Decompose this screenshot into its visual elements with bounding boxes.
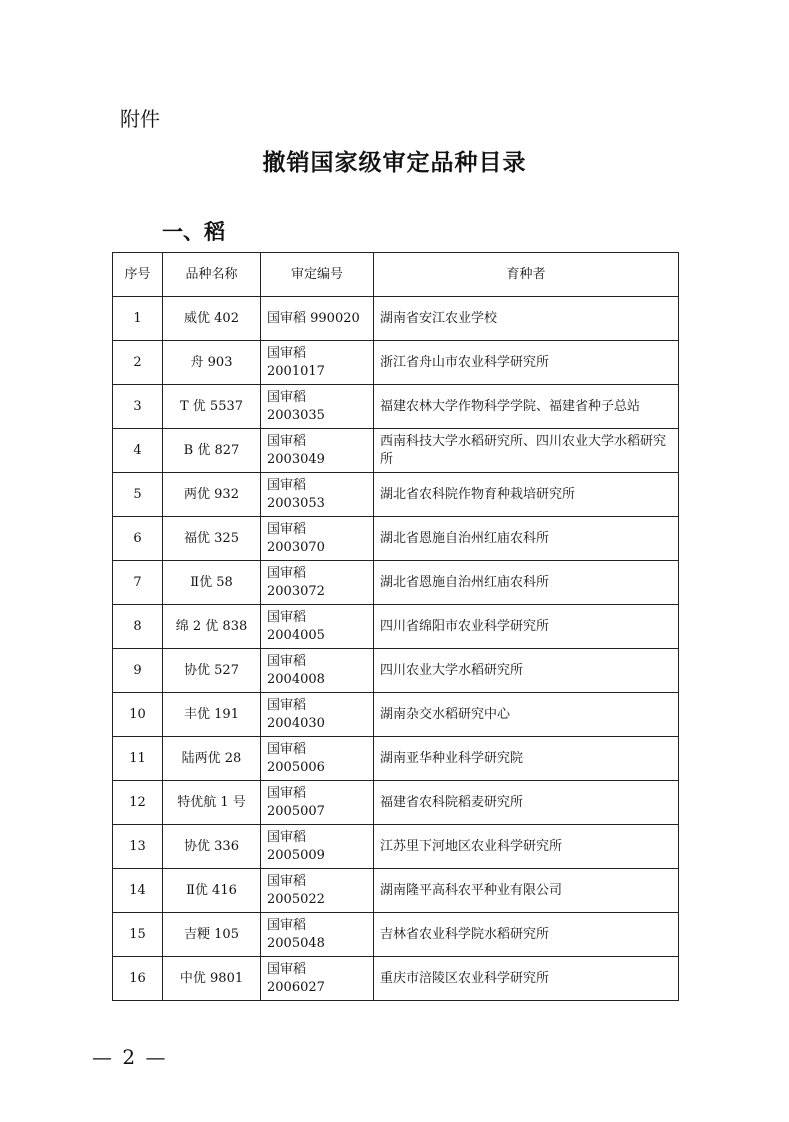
variety-name-cell: 陆两优 28 [163, 737, 261, 781]
approval-number-cell: 国审稻 2004030 [261, 693, 374, 737]
table-row [113, 297, 679, 341]
table-header-row [113, 253, 679, 297]
approval-number-cell: 国审稻 2003072 [261, 561, 374, 605]
row-number-cell: 4 [113, 429, 163, 473]
table-row [113, 957, 679, 1001]
column-header: 育种者 [374, 253, 679, 297]
table-row [113, 341, 679, 385]
table-row [113, 781, 679, 825]
approval-number-cell: 国审稻 2005048 [261, 913, 374, 957]
breeder-cell: 湖南隆平高科农平种业有限公司 [374, 869, 679, 913]
variety-name-cell: 协优 527 [163, 649, 261, 693]
breeder-cell: 四川农业大学水稻研究所 [374, 649, 679, 693]
breeder-cell: 福建农林大学作物科学学院、福建省种子总站 [374, 385, 679, 429]
page-number: — 2 — [92, 1045, 168, 1069]
varieties-table [112, 252, 679, 1001]
table-row [113, 869, 679, 913]
breeder-cell: 福建省农科院稻麦研究所 [374, 781, 679, 825]
column-header: 审定编号 [261, 253, 374, 297]
variety-name-cell: T 优 5537 [163, 385, 261, 429]
table-row [113, 385, 679, 429]
breeder-cell: 吉林省农业科学院水稻研究所 [374, 913, 679, 957]
table-row [113, 825, 679, 869]
table-row [113, 605, 679, 649]
breeder-cell: 湖南亚华种业科学研究院 [374, 737, 679, 781]
row-number-cell: 1 [113, 297, 163, 341]
variety-name-cell: 中优 9801 [163, 957, 261, 1001]
variety-name-cell: 吉粳 105 [163, 913, 261, 957]
table-row [113, 429, 679, 473]
document-title: 撤销国家级审定品种目录 [262, 150, 527, 176]
approval-number-cell: 国审稻 2001017 [261, 341, 374, 385]
row-number-cell: 8 [113, 605, 163, 649]
section-heading: 一、稻 [162, 220, 225, 244]
row-number-cell: 12 [113, 781, 163, 825]
breeder-cell: 湖北省恩施自治州红庙农科所 [374, 561, 679, 605]
variety-name-cell: B 优 827 [163, 429, 261, 473]
approval-number-cell: 国审稻 2004005 [261, 605, 374, 649]
row-number-cell: 3 [113, 385, 163, 429]
breeder-cell: 重庆市涪陵区农业科学研究所 [374, 957, 679, 1001]
variety-name-cell: 威优 402 [163, 297, 261, 341]
row-number-cell: 11 [113, 737, 163, 781]
variety-name-cell: 丰优 191 [163, 693, 261, 737]
row-number-cell: 13 [113, 825, 163, 869]
row-number-cell: 10 [113, 693, 163, 737]
breeder-cell: 西南科技大学水稻研究所、四川农业大学水稻研究所 [374, 429, 679, 473]
variety-name-cell: Ⅱ优 416 [163, 869, 261, 913]
approval-number-cell: 国审稻 990020 [261, 297, 374, 341]
variety-name-cell: 特优航 1 号 [163, 781, 261, 825]
table-row [113, 473, 679, 517]
row-number-cell: 16 [113, 957, 163, 1001]
row-number-cell: 15 [113, 913, 163, 957]
variety-name-cell: Ⅱ优 58 [163, 561, 261, 605]
row-number-cell: 14 [113, 869, 163, 913]
approval-number-cell: 国审稻 2006027 [261, 957, 374, 1001]
approval-number-cell: 国审稻 2005009 [261, 825, 374, 869]
row-number-cell: 6 [113, 517, 163, 561]
row-number-cell: 2 [113, 341, 163, 385]
column-header: 品种名称 [163, 253, 261, 297]
row-number-cell: 5 [113, 473, 163, 517]
variety-name-cell: 绵 2 优 838 [163, 605, 261, 649]
table-row [113, 737, 679, 781]
table-row [113, 561, 679, 605]
table-row [113, 649, 679, 693]
approval-number-cell: 国审稻 2004008 [261, 649, 374, 693]
table-row [113, 517, 679, 561]
breeder-cell: 湖北省恩施自治州红庙农科所 [374, 517, 679, 561]
approval-number-cell: 国审稻 2005006 [261, 737, 374, 781]
approval-number-cell: 国审稻 2003035 [261, 385, 374, 429]
table-row [113, 693, 679, 737]
variety-name-cell: 协优 336 [163, 825, 261, 869]
attachment-label: 附件 [120, 107, 160, 131]
row-number-cell: 7 [113, 561, 163, 605]
approval-number-cell: 国审稻 2003049 [261, 429, 374, 473]
approval-number-cell: 国审稻 2003053 [261, 473, 374, 517]
variety-name-cell: 福优 325 [163, 517, 261, 561]
breeder-cell: 江苏里下河地区农业科学研究所 [374, 825, 679, 869]
approval-number-cell: 国审稻 2005022 [261, 869, 374, 913]
approval-number-cell: 国审稻 2003070 [261, 517, 374, 561]
variety-name-cell: 舟 903 [163, 341, 261, 385]
table-row [113, 913, 679, 957]
breeder-cell: 浙江省舟山市农业科学研究所 [374, 341, 679, 385]
row-number-cell: 9 [113, 649, 163, 693]
approval-number-cell: 国审稻 2005007 [261, 781, 374, 825]
breeder-cell: 湖北省农科院作物育种栽培研究所 [374, 473, 679, 517]
column-header: 序号 [113, 253, 163, 297]
breeder-cell: 湖南省安江农业学校 [374, 297, 679, 341]
variety-name-cell: 两优 932 [163, 473, 261, 517]
breeder-cell: 湖南杂交水稻研究中心 [374, 693, 679, 737]
breeder-cell: 四川省绵阳市农业科学研究所 [374, 605, 679, 649]
